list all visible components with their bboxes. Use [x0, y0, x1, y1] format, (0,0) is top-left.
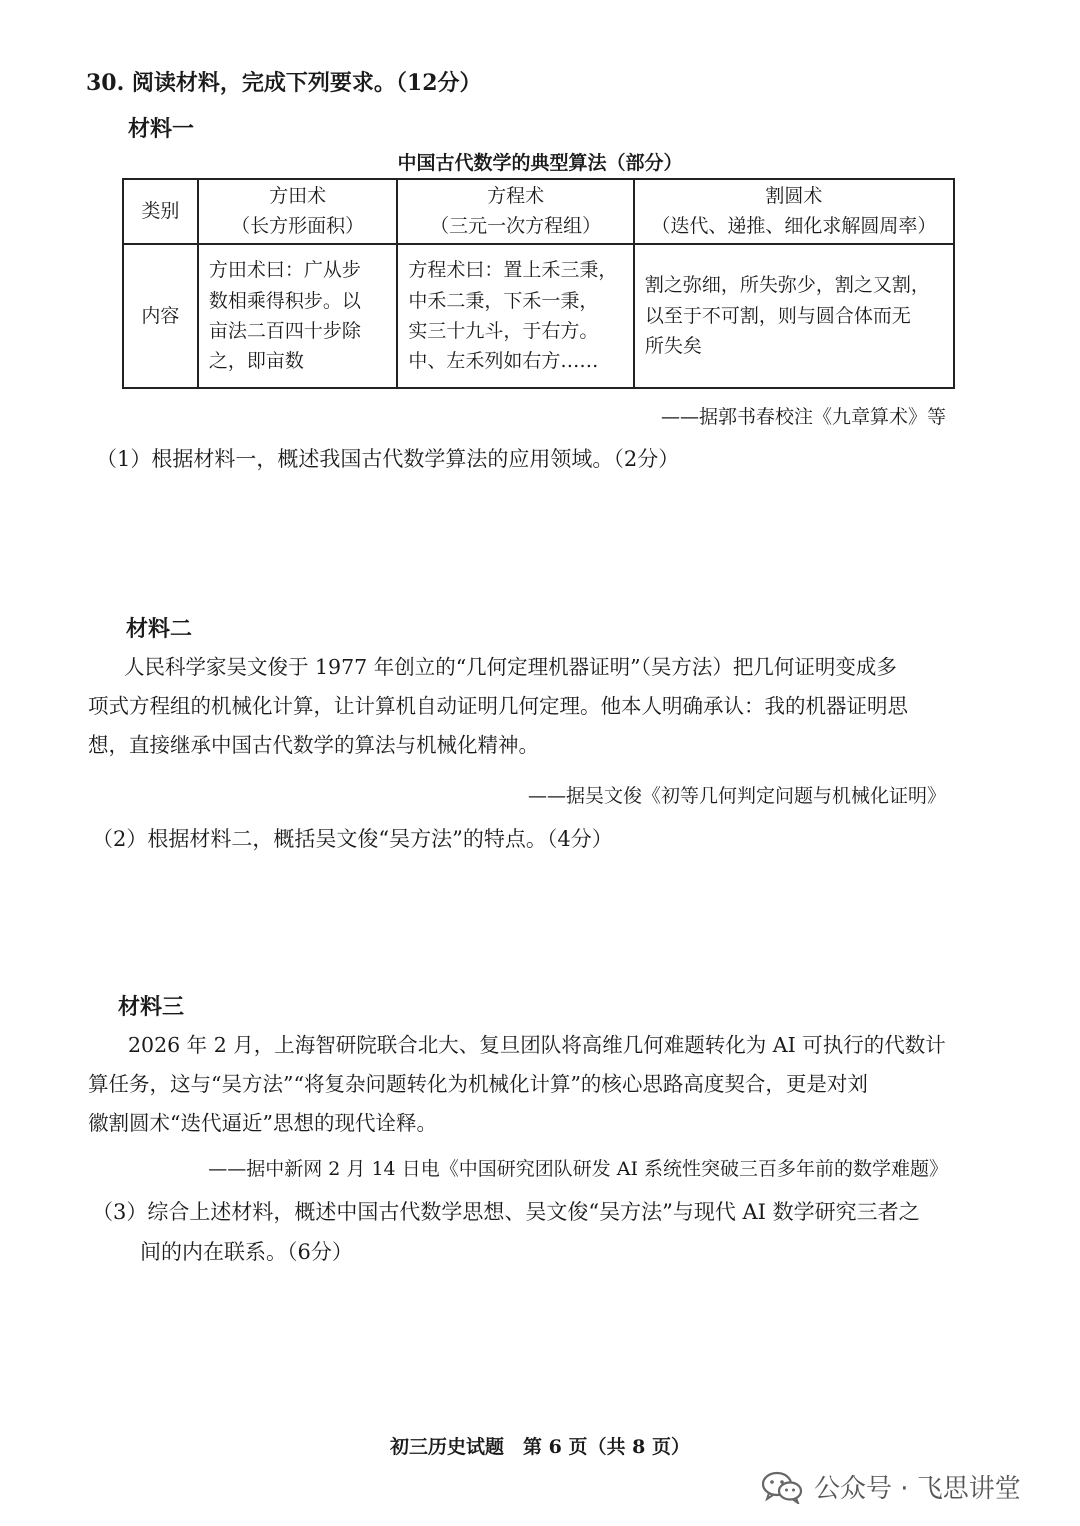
content-line: 所失矣 [644, 335, 702, 358]
paragraph-line: 项式方程组的机械化计算，让计算机自动证明几何定理。他本人明确承认：我的机器证明思 [88, 693, 908, 718]
content-line: 亩法二百四十步除 [208, 319, 361, 342]
question-title: 30. 阅读材料，完成下列要求。（12分） [86, 70, 482, 96]
content-line: 中、左禾列如右方…… [408, 350, 599, 373]
column-name: 方程术 [487, 185, 545, 207]
column-sub: （三元一次方程组） [430, 215, 602, 238]
row-header-content: 内容 [123, 244, 198, 388]
content-line: 以至于不可割，则与圆合体而无 [644, 304, 911, 327]
content-line: 方程术曰：置上禾三秉， [408, 259, 618, 282]
material2-source: ——据吴文俊《初等几何判定问题与机械化证明》 [527, 785, 946, 807]
question-3-line2: 间的内在联系。（6分） [140, 1240, 353, 1264]
column-name: 方田术 [269, 185, 327, 207]
column-name: 割圆术 [765, 185, 823, 207]
content-line: 中禾二秉，下禾一秉， [408, 289, 599, 312]
content-cell [397, 244, 633, 388]
column-header [634, 179, 954, 244]
paragraph-line: 2026 年 2 月，上海智研院联合北大、复旦团队将高维几何难题转化为 AI 可执行的代数计 [128, 1033, 946, 1057]
table-header-row [123, 179, 954, 244]
content-cell [198, 244, 398, 388]
table-title: 中国古代数学的典型算法（部分） [397, 152, 683, 174]
column-sub: （长方形面积） [231, 215, 365, 238]
watermark-text: 公众号 · 飞思讲堂 [814, 1474, 1021, 1504]
paragraph-line: 算任务，这与“吴方法”“将复杂问题转化为机械化计算”的核心思路高度契合，更是对刘 [88, 1071, 868, 1096]
content-line: 之，即亩数 [208, 350, 304, 373]
paragraph-line: 人民科学家吴文俊于 1977 年创立的“几何定理机器证明”（吴方法）把几何证明变成多 [124, 655, 897, 679]
column-sub: （迭代、递推、细化求解圆周率） [651, 215, 937, 238]
wechat-icon [760, 1470, 804, 1504]
content-line: 割之弥细，所失弥少，割之又割， [644, 274, 930, 297]
material3-label: 材料三 [118, 994, 185, 1020]
question-1: （1）根据材料一，概述我国古代数学算法的应用领域。（2分） [96, 447, 680, 471]
row-header-category: 类别 [123, 179, 198, 244]
content-line: 方田术曰：广从步 [208, 259, 361, 282]
material2-text [88, 648, 988, 765]
content-cell [634, 244, 954, 388]
content-line: 实三十九斗，于右方。 [408, 319, 599, 342]
watermark [760, 1468, 1021, 1505]
question-3-line1: （3）综合上述材料，概述中国古代数学思想、吴文俊“吴方法”与现代 AI 数学研究三者之 [92, 1200, 920, 1224]
material3-source: ——据中新网 2 月 14 日电《中国研究团队研发 AI 系统性突破三百多年前的数学难题》 [208, 1158, 948, 1180]
material3-text [88, 1026, 988, 1143]
content-line: 数相乘得积步。以 [208, 289, 361, 312]
algorithm-table [122, 178, 955, 389]
question-2: （2）根据材料二，概括吴文俊“吴方法”的特点。（4分） [92, 827, 613, 851]
material1-source: ——据郭书春校注《九章算术》等 [660, 406, 946, 428]
paragraph-line: 徽割圆术“迭代逼近”思想的现代诠释。 [88, 1110, 437, 1135]
column-header [198, 179, 398, 244]
material1-label: 材料一 [128, 116, 195, 142]
paragraph-line: 想，直接继承中国古代数学的算法与机械化精神。 [88, 732, 539, 757]
column-header [397, 179, 633, 244]
material2-label: 材料二 [126, 616, 193, 642]
table-content-row [123, 244, 954, 388]
page-footer: 初三历史试题 第 6 页（共 8 页） [390, 1436, 690, 1458]
